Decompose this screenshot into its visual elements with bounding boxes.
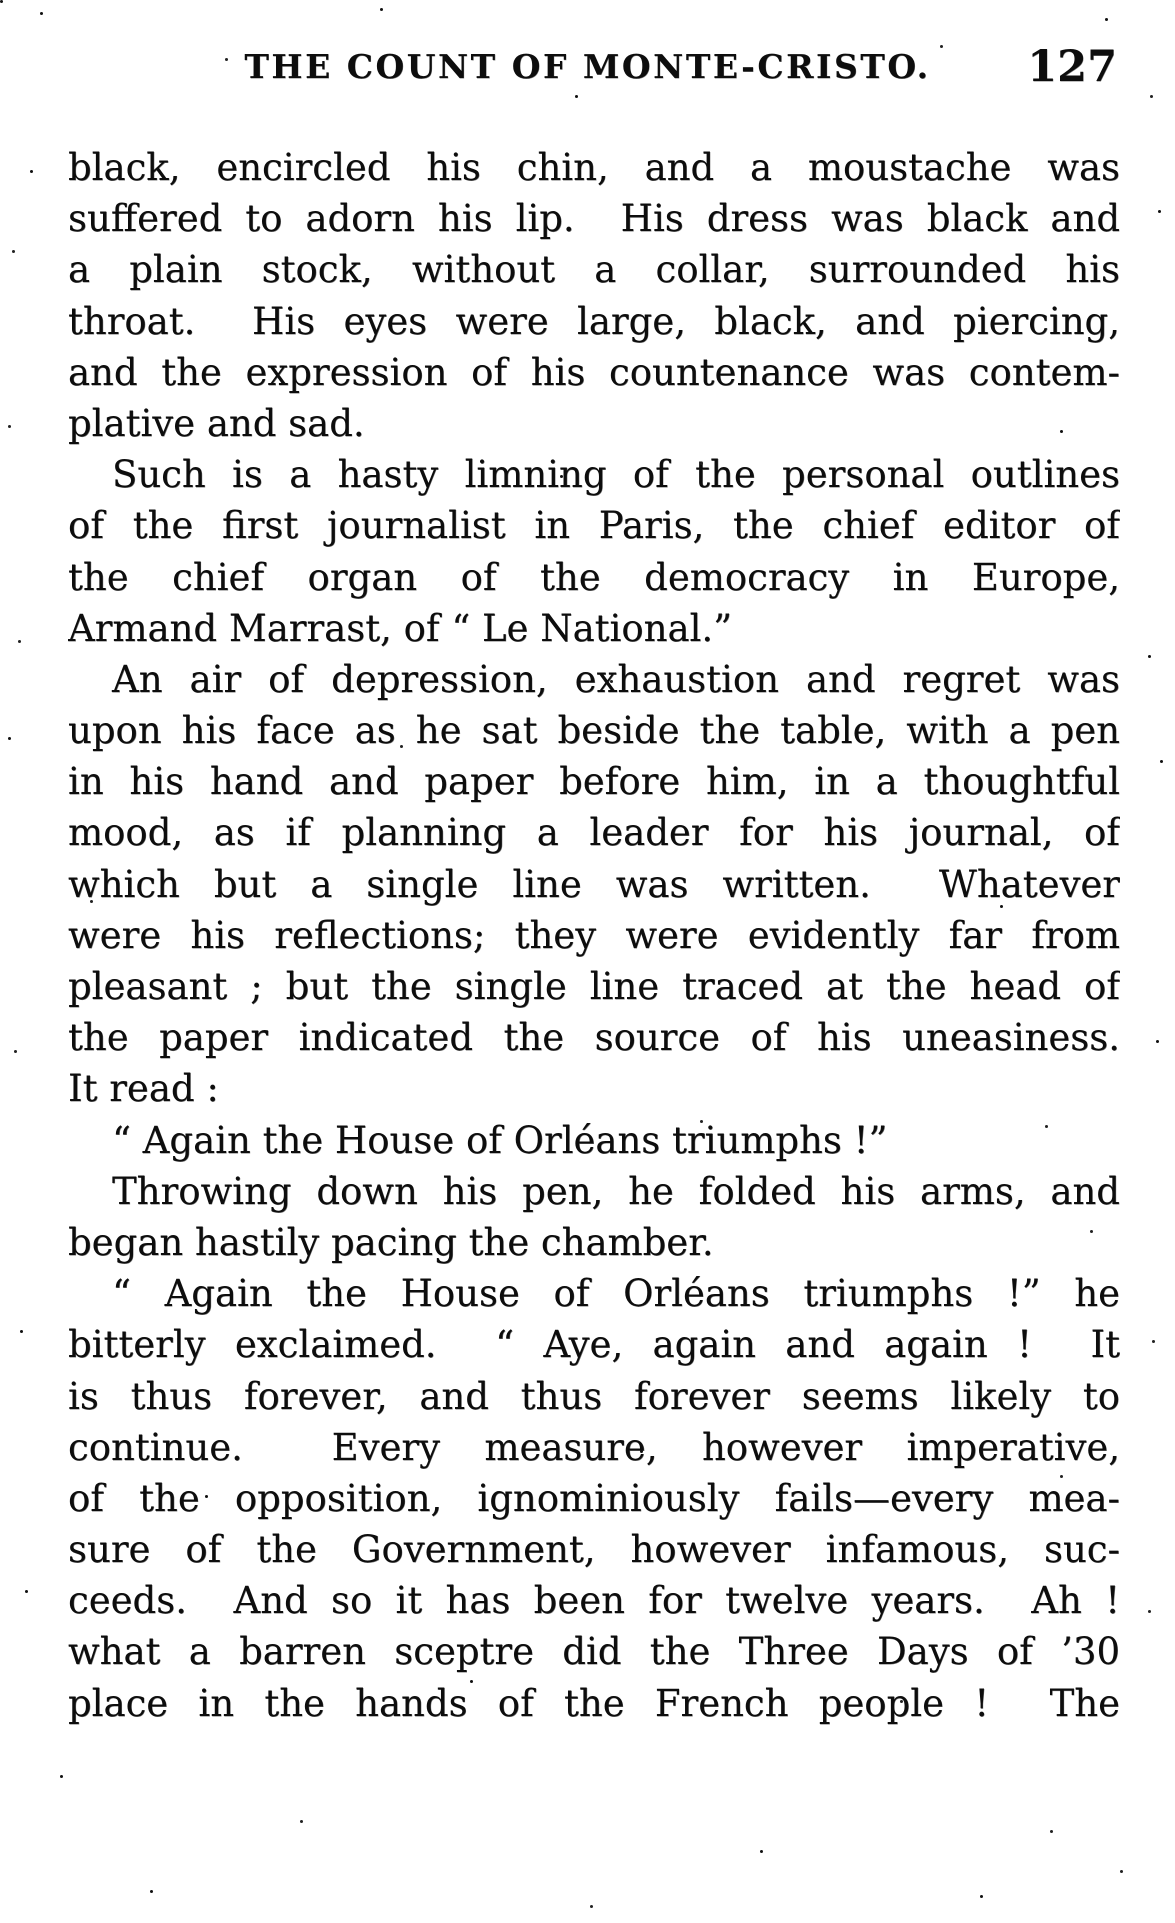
text-line: in his hand and paper before him, in a thoughtful <box>68 760 1120 804</box>
text-line: of the opposition, ignominiously fails—every mea- <box>68 1476 1120 1520</box>
text-line: a plain stock, without a collar, surrounded his <box>68 248 1120 292</box>
text-line: Such is a hasty limning of the personal outlines <box>112 453 1120 497</box>
text-line: of the first journalist in Paris, the chief editor of <box>68 504 1120 548</box>
text-line: An air of depression, exhaustion and regret was <box>112 657 1120 701</box>
text-line: pleasant ; but the single line traced at the head of <box>68 965 1120 1008</box>
page-number: 127 <box>1027 42 1117 92</box>
text-line: the paper indicated the source of his uneasiness. <box>68 1016 1120 1060</box>
text-line: the chief organ of the democracy in Europe, <box>68 555 1120 599</box>
text-line: “ Again the House of Orléans triumphs !” he <box>112 1272 1120 1316</box>
text-line: bitterly exclaimed. “ Aye, again and again ! It <box>68 1323 1120 1367</box>
text-line: ceeds. And so it has been for twelve years. Ah ! <box>68 1579 1120 1623</box>
text-line: continue. Every measure, however imperative, <box>68 1425 1120 1469</box>
text-line: is thus forever, and thus forever seems likely to <box>68 1374 1120 1418</box>
running-title: THE COUNT OF MONTE-CRISTO. <box>244 47 931 86</box>
text-line: Throwing down his pen, he folded his arms, and <box>112 1169 1120 1213</box>
text-line: plative and sad. <box>68 401 365 445</box>
text-line: It read : <box>68 1067 219 1111</box>
text-line: place in the hands of the French people ! The <box>68 1681 1120 1725</box>
text-line: which but a single line was written. Whatever <box>68 862 1120 906</box>
running-head <box>0 42 1175 96</box>
text-line: “ Again the House of Orléans triumphs !” <box>112 1118 888 1162</box>
text-line: black, encircled his chin, and a moustache was <box>68 146 1120 189</box>
text-line: sure of the Government, however infamous, suc- <box>68 1528 1120 1572</box>
text-line: Armand Marrast, of “ Le National.” <box>68 606 733 650</box>
text-line: were his reflections; they were evidently far from <box>68 913 1120 957</box>
text-line: began hastily pacing the chamber. <box>68 1220 714 1264</box>
text-line: suffered to adorn his lip. His dress was black and <box>68 197 1120 241</box>
text-line: and the expression of his countenance was contem- <box>68 350 1120 394</box>
text-line: upon his face as he sat beside the table, with a pen <box>68 709 1120 753</box>
text-line: throat. His eyes were large, black, and piercing, <box>68 299 1120 343</box>
scan-noise-specks <box>0 0 3 3</box>
body-text <box>68 142 1120 1729</box>
text-line: mood, as if planning a leader for his journal, of <box>68 811 1120 855</box>
text-line: what a barren sceptre did the Three Days of ’30 <box>68 1630 1120 1674</box>
